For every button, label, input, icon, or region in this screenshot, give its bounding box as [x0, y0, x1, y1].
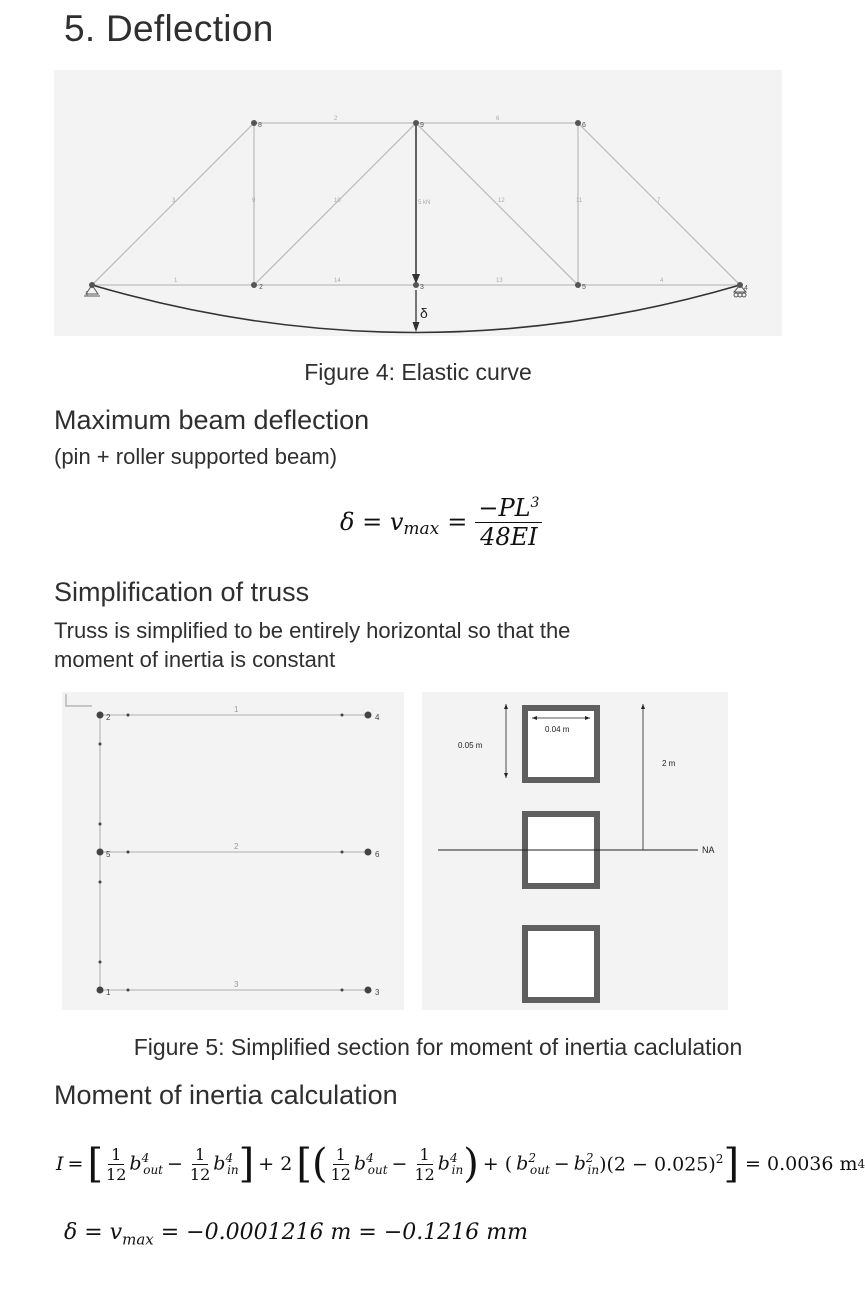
svg-text:9: 9 — [420, 122, 424, 129]
svg-text:5 kN: 5 kN — [418, 200, 431, 206]
svg-text:3: 3 — [172, 198, 176, 204]
svg-text:10: 10 — [334, 198, 341, 204]
delta-label: δ — [420, 305, 428, 321]
svg-text:4: 4 — [375, 713, 380, 722]
svg-text:3: 3 — [420, 284, 424, 291]
inertia-heading: Moment of inertia calculation — [54, 1080, 398, 1110]
svg-text:4: 4 — [660, 278, 664, 284]
cross-section-diagram — [422, 692, 728, 1010]
svg-text:1: 1 — [85, 291, 89, 298]
svg-text:2 m: 2 m — [662, 759, 676, 768]
svg-text:12: 12 — [498, 198, 505, 204]
simplified-truss-diagram — [62, 692, 404, 1010]
svg-text:0.05 m: 0.05 m — [458, 741, 483, 750]
svg-text:5: 5 — [106, 850, 111, 859]
simplification-text-1: Truss is simplified to be entirely horizontal so that the — [54, 618, 571, 643]
formula-lhs: δ = v — [340, 508, 404, 536]
max-deflection-heading: Maximum beam deflection — [54, 405, 370, 435]
svg-text:2: 2 — [106, 713, 111, 722]
figure-4-elastic-curve — [54, 70, 782, 336]
figure-5-cross-section — [422, 692, 728, 1010]
svg-text:6: 6 — [496, 116, 500, 122]
na-label: NA — [702, 845, 715, 855]
simplification-text-2: moment of inertia is constant — [54, 647, 336, 672]
svg-text:13: 13 — [496, 278, 503, 284]
svg-text:9: 9 — [252, 198, 256, 204]
truss-diagram — [54, 70, 782, 336]
svg-text:6: 6 — [375, 850, 380, 859]
inertia-formula: I = [ $\frac{1}{12}$ $b^4_{out}$ − $\frac{1}{12}$ $b^4_{in}$ ] + 2 [( $\frac{1}{12}$ $b^4_{out}$ − $\frac{1}{12}$ $b^4_{in}$ ) + ( $b^2_{out}$ − $b^2_{in}$ )$(2 - 0.025)^2$ ] = 0.0036 m 4 — [56, 1141, 865, 1187]
svg-text:6: 6 — [582, 122, 586, 129]
svg-text:5: 5 — [582, 284, 586, 291]
svg-text:3: 3 — [375, 988, 380, 997]
svg-text:1: 1 — [174, 278, 178, 284]
svg-text:1: 1 — [106, 988, 111, 997]
svg-text:0.04 m: 0.04 m — [545, 725, 570, 734]
figure-5-caption: Figure 5: Simplified section for moment of inertia caclulation — [133, 1034, 743, 1060]
section-title: 5. Deflection — [64, 8, 274, 49]
figure-4-caption: Figure 4: Elastic curve — [304, 359, 532, 385]
svg-text:8: 8 — [258, 122, 262, 129]
svg-text:2: 2 — [234, 842, 239, 851]
svg-text:1: 1 — [234, 705, 239, 714]
svg-text:14: 14 — [334, 278, 341, 284]
svg-text:4: 4 — [744, 285, 748, 292]
svg-text:3: 3 — [234, 980, 239, 989]
svg-text:7: 7 — [657, 198, 661, 204]
svg-text:2: 2 — [334, 116, 338, 122]
max-deflection-subheading: (pin + roller supported beam) — [54, 444, 338, 469]
max-deflection-formula: δ = v $_{max}$ = $\frac{-PL^3}{48EI}$ — [340, 488, 542, 556]
simplification-heading: Simplification of truss — [54, 577, 310, 607]
deflection-result: $\delta = v_{max} = -0.0001216$ m = −0.1216 mm — [64, 1220, 528, 1249]
svg-text:2: 2 — [259, 284, 263, 291]
figure-5-simplified-truss — [62, 692, 404, 1010]
svg-text:11: 11 — [576, 198, 583, 204]
inertia-result: = 0.0036 m — [745, 1153, 858, 1175]
